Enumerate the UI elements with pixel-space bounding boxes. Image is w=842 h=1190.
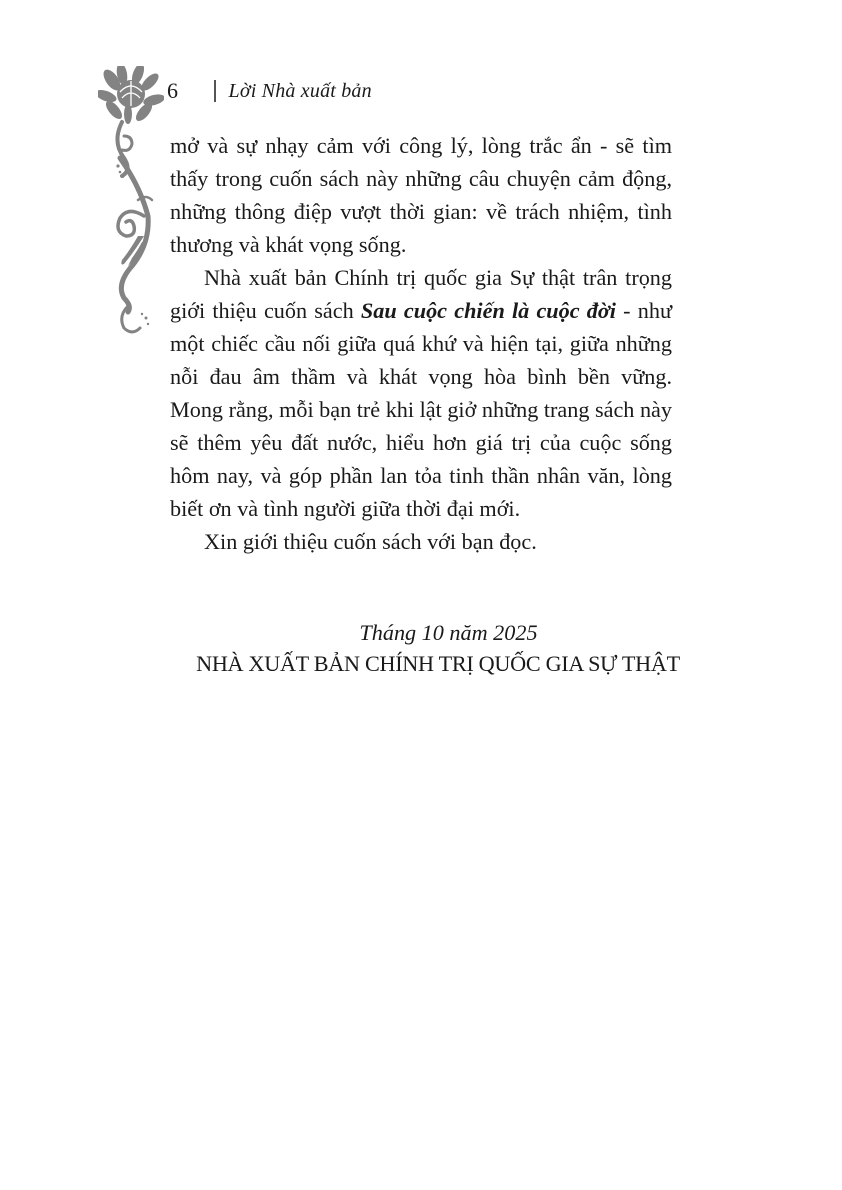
body-text xyxy=(170,129,672,558)
paragraph: mở và sự nhạy cảm với công lý, lòng trắc ẩn - sẽ tìm thấy trong cuốn sách này những câu chuyện cảm động, những thông điệp vượt thời gian: về trách nhiệm, tình thương và khát vọng sống. xyxy=(170,133,672,257)
lotus-flourish-icon xyxy=(98,66,164,338)
paragraph xyxy=(170,261,672,525)
signature-publisher: NHÀ XUẤT BẢN CHÍNH TRỊ QUỐC GIA SỰ THẬT xyxy=(196,651,680,676)
paragraph-text: - như một chiếc cầu nối giữa quá khứ và hiện tại, giữa những nỗi đau âm thầm và khát vọng hòa bình bền vững. Mong rằng, mỗi bạn trẻ khi lật giở những trang sách này sẽ thêm yêu đất nước, hiểu hơn giá trị của cuộc sống hôm nay, và góp phần lan tỏa tinh thần nhân văn, lòng biết ơn và tình người giữa thời đại mới. xyxy=(170,298,672,521)
signature-date: Tháng 10 năm 2025 xyxy=(359,620,538,645)
header-divider xyxy=(214,80,216,102)
section-title: Lời Nhà xuất bản xyxy=(228,80,372,102)
running-head xyxy=(167,76,372,106)
signature-block xyxy=(170,617,700,679)
page-number: 6 xyxy=(167,78,178,103)
paragraph-text: Nhà xuất bản Chính trị quốc gia Sự thật trân trọng giới thiệu cuốn sách xyxy=(170,265,672,323)
book-title: Sau cuộc chiến là cuộc đời xyxy=(360,298,616,323)
paragraph: Xin giới thiệu cuốn sách với bạn đọc. xyxy=(204,529,537,554)
